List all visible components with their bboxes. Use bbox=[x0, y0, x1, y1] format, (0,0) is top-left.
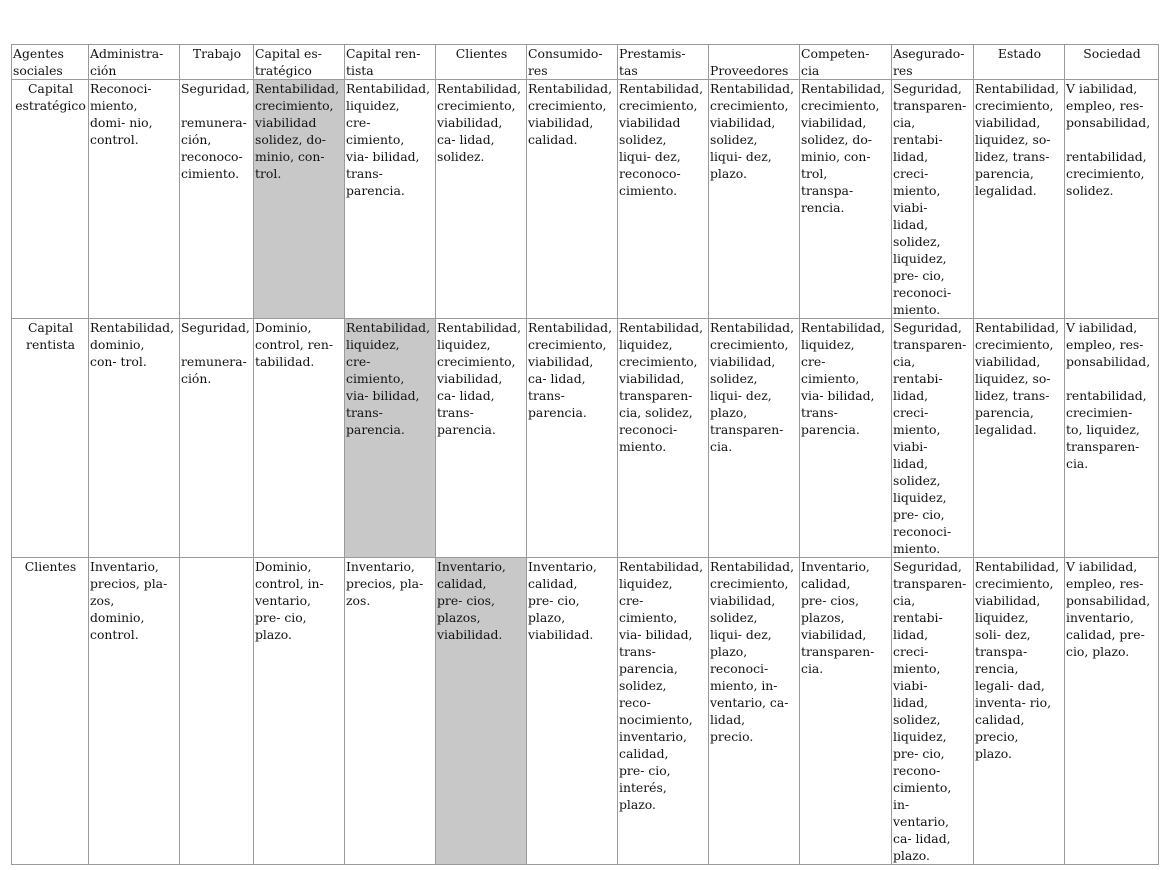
table-cell: Reconoci- miento, domi- nio, control. bbox=[89, 80, 180, 319]
table-cell: Rentabilidad, liquidez, cre- cimiento, via- bilidad, trans- parencia. bbox=[345, 80, 436, 319]
header-agentes-sociales: Agentes sociales bbox=[12, 45, 89, 80]
table-cell: Rentabilidad, crecimiento, viabilidad, calidad. bbox=[527, 80, 618, 319]
table-cell: Seguridad, transparen- cia, rentabi- lidad, creci- miento, viabi- lidad, solidez, liquidez, pre- cio, recono- cimiento, in- ventario, ca- lidad, plazo. bbox=[892, 558, 974, 865]
table-cell: Rentabilidad, crecimiento, viabilidad, solidez, liqui- dez, plazo, transparen- cia. bbox=[709, 319, 800, 558]
header-competencia: Competen- cia bbox=[800, 45, 892, 80]
table-cell: Seguridad, remunera- ción. bbox=[180, 319, 254, 558]
table-cell: Rentabilidad, liquidez, crecimiento, viabilidad, ca- lidad, trans- parencia. bbox=[436, 319, 527, 558]
header-sociedad: Sociedad bbox=[1065, 45, 1159, 80]
table-cell: Rentabilidad, liquidez, cre- cimiento, via- bilidad, trans- parencia. bbox=[800, 319, 892, 558]
table-cell: Dominio, control, in- ventario, pre- cio, plazo. bbox=[254, 558, 345, 865]
header-prestamistas: Prestamis- tas bbox=[618, 45, 709, 80]
header-row bbox=[12, 45, 1159, 80]
table-cell-highlighted: Rentabilidad, liquidez, cre- cimiento, via- bilidad, trans- parencia. bbox=[345, 319, 436, 558]
table-cell: Seguridad, transparen- cia, rentabi- lidad, creci- miento, viabi- lidad, solidez, liquidez, pre- cio, reconoci- miento. bbox=[892, 80, 974, 319]
table-cell-highlighted: Rentabilidad, crecimiento, viabilidad solidez, do- minio, con- trol. bbox=[254, 80, 345, 319]
table-cell: Inventario, precios, pla- zos. bbox=[345, 558, 436, 865]
table-cell: Inventario, calidad, pre- cio, plazo, viabilidad. bbox=[527, 558, 618, 865]
header-administracion: Administra- ción bbox=[89, 45, 180, 80]
table-cell: Rentabilidad, crecimiento, viabilidad, ca- lidad, trans- parencia. bbox=[527, 319, 618, 558]
table-cell: Rentabilidad, crecimiento, viabilidad solidez, liqui- dez, reconoco- cimiento. bbox=[618, 80, 709, 319]
header-estado: Estado bbox=[974, 45, 1065, 80]
header-aseguradores: Asegurado- res bbox=[892, 45, 974, 80]
table-cell: V iabilidad, empleo, res- ponsabilidad, rentabilidad, crecimiento, solidez. bbox=[1065, 80, 1159, 319]
stakeholder-matrix-table bbox=[11, 44, 1159, 865]
table-cell: Rentabilidad, crecimiento, viabilidad, solidez, liqui- dez, plazo, reconoci- miento, in- ventario, ca- lidad, precio. bbox=[709, 558, 800, 865]
row-label: Capital estratégico bbox=[12, 80, 89, 319]
table-cell: V iabilidad, empleo, res- ponsabilidad, inventario, calidad, pre- cio, plazo. bbox=[1065, 558, 1159, 865]
table-cell: Dominio, control, ren- tabilidad. bbox=[254, 319, 345, 558]
table-cell: Inventario, calidad, pre- cios, plazos, viabilidad, transparen- cia. bbox=[800, 558, 892, 865]
table-cell: Rentabilidad, crecimiento, viabilidad, liquidez, so- lidez, trans- parencia, legalidad. bbox=[974, 80, 1065, 319]
table-cell: Seguridad, remunera- ción, reconoco- cimiento. bbox=[180, 80, 254, 319]
row-label: Capital rentista bbox=[12, 319, 89, 558]
header-trabajo: Trabajo bbox=[180, 45, 254, 80]
table-cell: Inventario, precios, pla- zos, dominio, control. bbox=[89, 558, 180, 865]
table-cell: Rentabilidad, crecimiento, viabilidad, solidez, do- minio, con- trol, transpa- rencia. bbox=[800, 80, 892, 319]
table-cell-highlighted: Inventario, calidad, pre- cios, plazos, viabilidad. bbox=[436, 558, 527, 865]
header-proveedores: Proveedores bbox=[709, 45, 800, 80]
table-cell: Rentabilidad, crecimiento, viabilidad, liquidez, soli- dez, transpa- rencia, legali- dad, inventa- rio, calidad, precio, plazo. bbox=[974, 558, 1065, 865]
header-consumidores: Consumido- res bbox=[527, 45, 618, 80]
table-cell: Rentabilidad, crecimiento, viabilidad, liquidez, so- lidez, trans- parencia, legalidad. bbox=[974, 319, 1065, 558]
row-label: Clientes bbox=[12, 558, 89, 865]
table-cell: Rentabilidad, liquidez, crecimiento, viabilidad, transparen- cia, solidez, reconoci- miento. bbox=[618, 319, 709, 558]
table-cell: Rentabilidad, liquidez, cre- cimiento, via- bilidad, trans- parencia, solidez, reco- nocimiento, inventario, calidad, pre- cio, interés, plazo. bbox=[618, 558, 709, 865]
table-cell: Rentabilidad, crecimiento, viabilidad, solidez, liqui- dez, plazo. bbox=[709, 80, 800, 319]
table-cell: Seguridad, transparen- cia, rentabi- lidad, creci- miento, viabi- lidad, solidez, liquidez, pre- cio, reconoci- miento. bbox=[892, 319, 974, 558]
table-cell: Rentabilidad, crecimiento, viabilidad, ca- lidad, solidez. bbox=[436, 80, 527, 319]
header-capital-estrategico: Capital es- tratégico bbox=[254, 45, 345, 80]
table-cell bbox=[180, 558, 254, 865]
table-row-capital-estrategico bbox=[12, 80, 1159, 319]
header-clientes: Clientes bbox=[436, 45, 527, 80]
table-cell: Rentabilidad, dominio, con- trol. bbox=[89, 319, 180, 558]
header-capital-rentista: Capital ren- tista bbox=[345, 45, 436, 80]
table-row-clientes bbox=[12, 558, 1159, 865]
table-cell: V iabilidad, empleo, res- ponsabilidad, rentabilidad, crecimien- to, liquidez, transparen- cia. bbox=[1065, 319, 1159, 558]
table-row-capital-rentista bbox=[12, 319, 1159, 558]
